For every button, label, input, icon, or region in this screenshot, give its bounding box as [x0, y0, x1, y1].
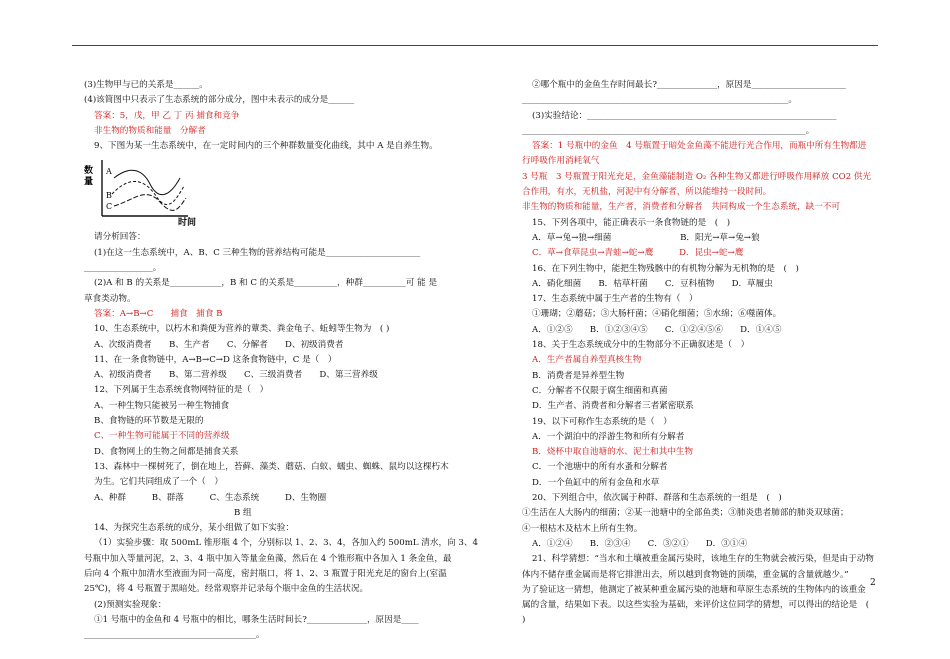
question-13: 13、森林中一棵树死了，倒在地上，苔藓、藻类、蘑菇、白蚁、蠕虫、蜘蛛、鼠均以这棵朽木	[94, 461, 449, 472]
chart-series-c-line	[114, 195, 186, 211]
question-14-conclusion-cont: __________________________________________________________________。	[522, 125, 815, 136]
question-13-answer: B 组	[234, 507, 252, 518]
question-16: 16、在下列生物中，能把生物残骸中的有机物分解为无机物的是 ( )	[532, 263, 799, 274]
chart-ylabel-2: 量	[84, 177, 94, 188]
question-19-a: A．一个湖泊中的浮游生物和所有分解者	[532, 431, 685, 442]
question-21-line4: 属的含量，结果如下表。以这些实验为基础，来评价这位同学的猜想，可以得出的结论是 (	[522, 600, 870, 611]
question-14: 14、为探究生态系统的成分，某小组做了如下实验：	[94, 523, 294, 534]
question-18-a: A．生产者属自养型真核生物	[532, 355, 642, 366]
question-21-line3: 为了验证这一猜想，他测定了被某种重金属污染的池塘和草原生态系统的生物体内的该重金	[522, 584, 866, 595]
question-3-4: (4)该简图中只表示了生态系统的部分成分，图中未表示的成分是______	[84, 95, 354, 106]
question-18-c: C．分解者不仅限于腐生细菌和真菌	[532, 385, 668, 396]
question-15: 15、下列各项中，能正确表示一条食物链的是 ( )	[532, 217, 731, 228]
question-17: 17、生态系统中属于生产者的生物有（ ）	[532, 294, 698, 305]
question-9: 9、下图为某一生态系统中，在一定时间内的三个种群数量变化曲线，其中 A 是自养生物。	[94, 141, 438, 152]
left-column	[84, 78, 478, 644]
question-11-options: A、初级消费者 B、第二营养级 C、三级消费者 D、第三营养级	[94, 370, 378, 381]
question-17-items: ①珊瑚；②蘑菇；③大肠杆菌；④硝化细菌；⑤水绵；⑥噬菌体。	[532, 309, 782, 320]
question-12-b: B、食物链的环节数是无限的	[94, 416, 204, 427]
question-21-line2: 体内不储存重金属而是将它排泄出去，所以越到食物链的顶端，重金属的含量就越少。”	[522, 569, 849, 580]
right-column	[522, 78, 874, 629]
answer-14-line1: 答案：1 号瓶中的金鱼 4 号瓶置于暗处金鱼藻不能进行光合作用，而瓶中所有生物都进	[532, 141, 867, 152]
chart-series-c-label: C	[106, 202, 113, 212]
question-10-options: A、次级消费者 B、生产者 C、分解者 D、初级消费者	[94, 339, 344, 350]
question-20-items2: ④一根枯木及枯木上所有生物。	[522, 523, 643, 534]
question-13-cont: 为生。它们共同组成了一个（ ）	[94, 477, 223, 488]
question-19-b: B．烧杯中取自池塘的水、泥土和其中生物	[532, 447, 694, 458]
answer-14-line2: 行呼吸作用消耗氧气	[522, 156, 600, 167]
question-9-intro: 请分析回答：	[94, 232, 146, 243]
question-18-d: D．生产者、消费者和分解者三者紧密联系	[532, 401, 694, 412]
question-21-line5: )	[522, 615, 526, 626]
header-rule	[72, 45, 878, 46]
question-20-options: A．①②④ B．②③④ C．③②① D．③①④	[532, 538, 748, 549]
question-17-options: A．①②⑤ B．①②③④⑤ C．①②④⑤⑥ D．①④⑤	[532, 324, 782, 335]
question-9-2-cont: 草食类动物。	[84, 293, 136, 304]
question-9-1: (1)在这一生态系统中，A、B、C 三种生物的营养结构可能是______________________	[94, 247, 421, 258]
question-14-predict: (2)预测实验现象：	[94, 599, 167, 610]
question-19: 19、以下可称作生态系统的是（ ）	[532, 416, 672, 427]
question-10: 10、生态系统中，以朽木和粪便为营养的蕈类、粪金龟子、蚯蚓等生物为 ( )	[94, 324, 390, 335]
question-19-c: C．一个池塘中的所有水蚤和分解者	[532, 462, 668, 473]
population-chart-svg	[84, 156, 204, 229]
question-18-b: B．消费者是异养型生物	[532, 370, 625, 381]
question-19-d: D．一个鱼缸中的所有金鱼和水草	[532, 477, 660, 488]
population-chart	[84, 156, 204, 229]
chart-series-a-line	[114, 171, 180, 195]
chart-ylabel: 数	[84, 166, 94, 177]
question-14-conclusion: (3)实验结论：__________________________________________________________	[532, 110, 837, 121]
question-11: 11、在一条食物链中，A→B→C→D 这条食物链中，C 是（ ）	[94, 354, 337, 365]
answer-14-line3: 3 号瓶 3 号瓶置于阳光充足，金鱼藻能制造 O₂ 各种生物又都进行呼吸作用释放 CO2 供光	[522, 171, 872, 182]
chart-series-b-label: B	[106, 191, 112, 201]
answer-9: 答案：A→B→C 捕食 捕食 B	[94, 308, 223, 319]
answer-14-line4: 合作用，有水，无机盐，河泥中有分解者，所以能维持一段时间。	[522, 187, 772, 198]
question-9-1-cont: ________________。	[84, 263, 162, 274]
question-12: 12、下列属于生态系统食物网特征的是（ ）	[94, 385, 269, 396]
question-12-d: D、食物网上的生物之间都是捕食关系	[94, 446, 239, 457]
question-9-2: (2)A 和 B 的关系是____________，B 和 C 的关系是__________，种群__________可 能 是	[94, 278, 438, 289]
answer-3-line2: 非生物的物质和能量 分解者	[94, 125, 206, 136]
question-3-3: (3)生物甲与已的关系是______。	[84, 80, 208, 90]
question-21-line1: 21、科学猜想：“当水和土壤被重金属污染时，该地生存的生物就会被污染，但是由于动物	[532, 554, 874, 565]
answer-14-line5: 非生物的物质和能量，生产者，消费者和分解者 共同构成一个生态系统，缺一不可	[522, 202, 840, 213]
chart-series-b-line	[112, 182, 184, 205]
page-number: 2	[870, 578, 876, 588]
question-16-options: A．硝化细菌 B．枯草杆菌 C．豆科植物 D．草履虫	[532, 278, 773, 289]
question-20-items1: ①生活在人大肠内的细菌；②某一池塘中的全部鱼类；③肺炎患者肺部的肺炎双球菌；	[522, 508, 849, 519]
question-14-sub1: ①1 号瓶中的金鱼和 4 号瓶中的相比，哪条生活时间长?______________，原因是____	[94, 614, 419, 625]
answer-3-line1: 答案：5，戊，甲 乙 丁 丙 捕食和竞争	[94, 110, 240, 121]
question-14-sub2-cont: ______________________________________________________________。	[522, 95, 798, 106]
question-14-step1: （1）实验步骤：取 500mL 锥形瓶 4 个，分别标以 1、2、3、4，各加入约 500mL 清水，向 3、4	[94, 538, 478, 549]
question-18: 18、关于生态系统成分中的生物部分不正确叙述是（ ）	[532, 340, 750, 351]
question-13-options: A、种群 B、群落 C、生态系统 D、生物圈	[94, 492, 327, 503]
question-15-cd: C．草→食草昆虫→青蛙→蛇→鹰 D．昆虫→蛇→鹰	[532, 248, 744, 259]
question-20: 20、下列组合中，依次属于种群、群落和生态系统的一组是 ( )	[532, 493, 782, 504]
question-12-c: C、一种生物可能属于不同的营养级	[94, 431, 230, 442]
question-14-sub1-cont: ________________________________________。	[84, 630, 265, 641]
chart-series-a-label: A	[106, 167, 112, 177]
question-14-step2: 号瓶中加入等量河泥，2、3、4 瓶中加入等量金鱼藻，然后在 4 个锥形瓶中各加入 1 条金鱼，最	[84, 553, 452, 564]
question-15-ab: A．草→兔→狼→细菌 B．阳光→草→兔→狼	[532, 232, 760, 243]
question-12-a: A、一种生物只能被另一种生物捕食	[94, 400, 230, 411]
question-14-sub2: ②哪个瓶中的金鱼生存时间最长?______________，原因是______________________	[532, 80, 846, 90]
question-14-step4: 25℃)，将 4 号瓶置于黑暗处。经常观察并记录每个瓶中金鱼的生活状况。	[84, 584, 369, 595]
chart-xlabel: 时间	[178, 218, 197, 229]
question-14-step3: 后向 4 个瓶中加清水至液面为同一高度，密封瓶口，将 1、2、3 瓶置于阳光充足的窗台上(室温	[84, 569, 447, 580]
